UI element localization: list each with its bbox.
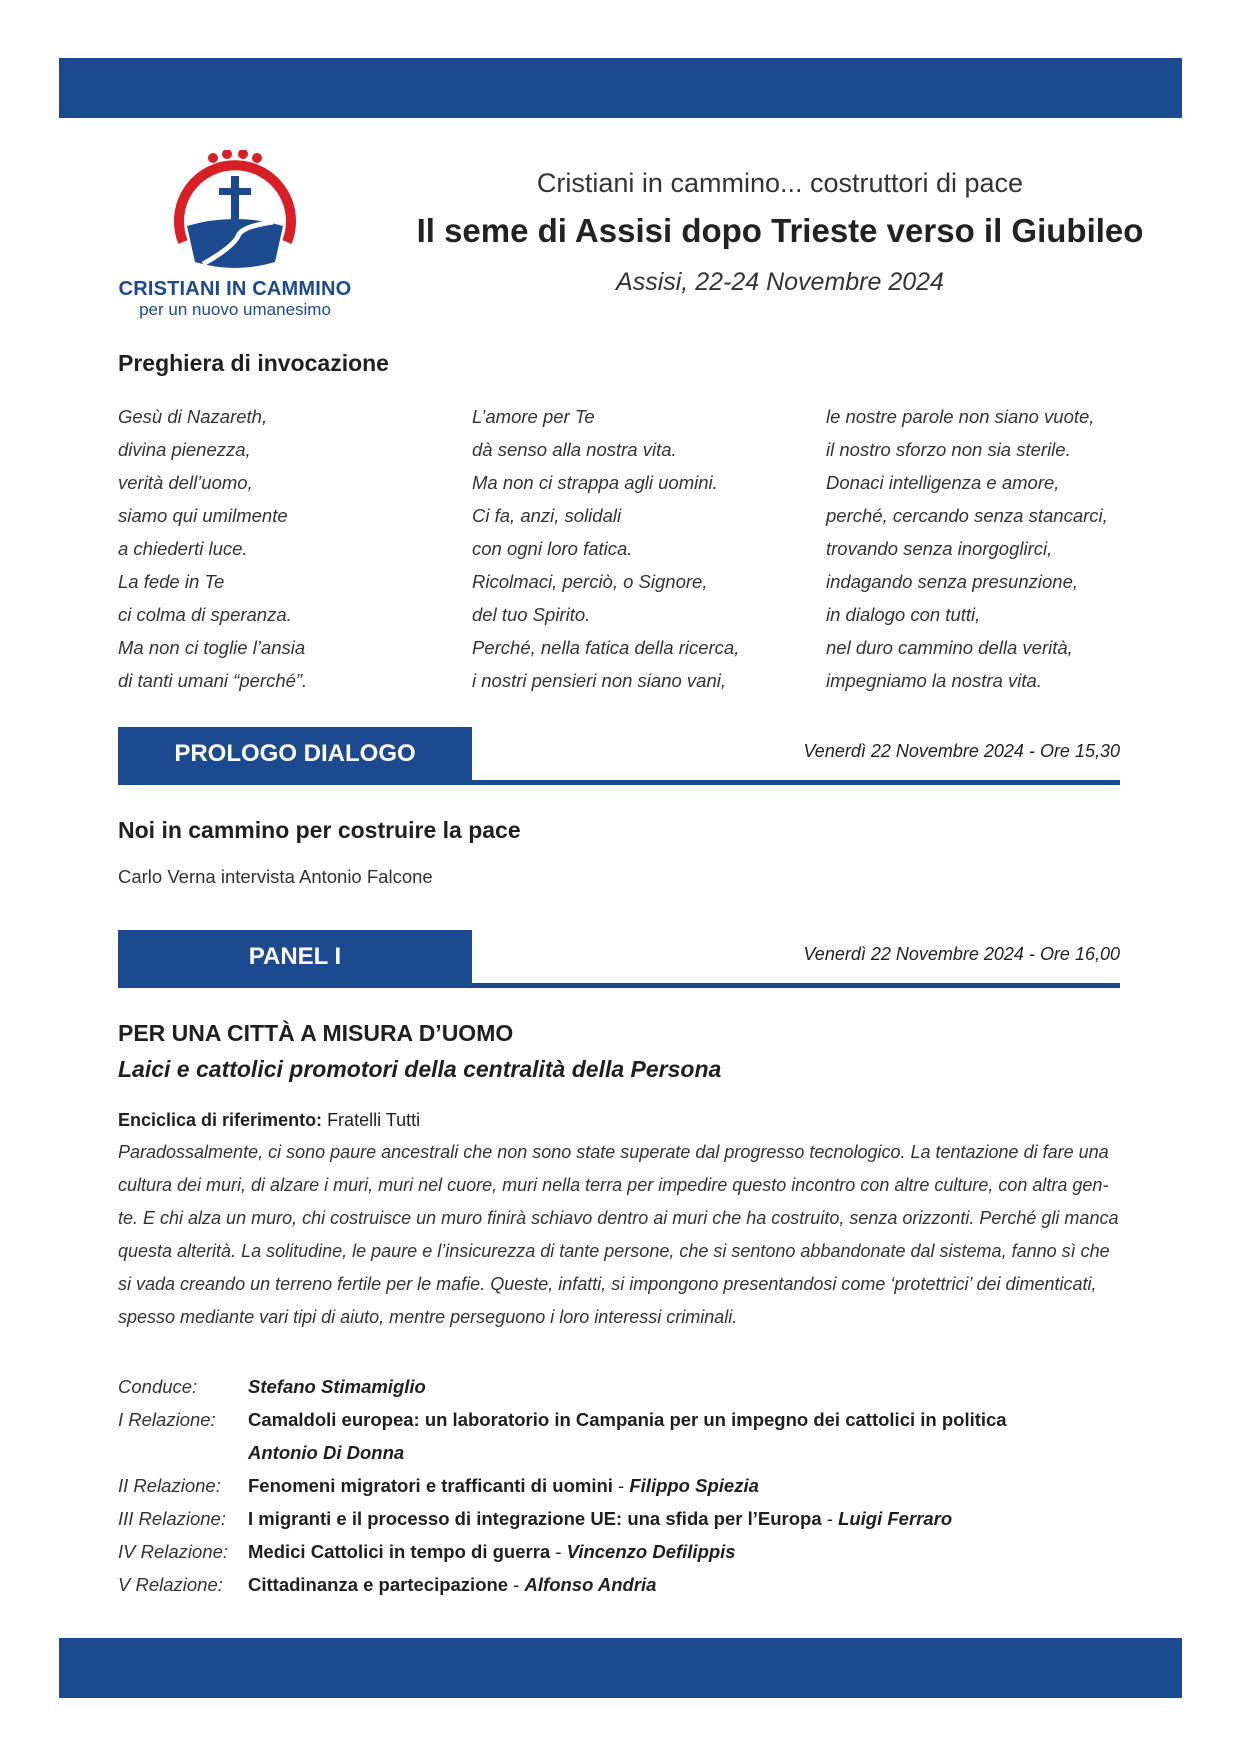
- paragraph-line: cultura dei muri, di alzare i muri, muri nel cuore, muri nella terra per impedire questo incontro con altre culture, con altra gen-: [118, 1175, 1109, 1195]
- encyclical-reference: [118, 1110, 420, 1131]
- prayer-line: L’amore per Te: [472, 406, 595, 427]
- prayer-title: Preghiera di invocazione: [118, 350, 389, 376]
- prayer-line: dà senso alla nostra vita.: [472, 439, 677, 460]
- prologo-title: Noi in cammino per costruire la pace: [118, 817, 521, 843]
- program-talk-title: Cittadinanza e partecipazione: [248, 1574, 509, 1595]
- prayer-line: nel duro cammino della verità,: [826, 637, 1073, 658]
- prayer-line: indagando senza presunzione,: [826, 571, 1078, 592]
- prayer-line: le nostre parole non siano vuote,: [826, 406, 1095, 427]
- program-speaker: Luigi Ferraro: [838, 1508, 953, 1529]
- program-separator: -: [550, 1541, 567, 1562]
- prayer-line: di tanti umani “perché”.: [118, 670, 308, 691]
- prayer-line: La fede in Te: [118, 571, 225, 592]
- encyclical-label: Enciclica di riferimento:: [118, 1110, 323, 1130]
- program-speaker: Antonio Di Donna: [248, 1442, 405, 1463]
- prayer-line: siamo qui umilmente: [118, 505, 288, 526]
- prayer-line: Ma non ci strappa agli uomini.: [472, 472, 718, 493]
- prayer-line: a chiederti luce.: [118, 538, 248, 559]
- program-role: I Relazione:: [118, 1409, 216, 1430]
- program-speaker: Alfonso Andria: [524, 1574, 657, 1595]
- section-rule: [118, 983, 1120, 988]
- program-talk-title: Fenomeni migratori e trafficanti di uomini: [248, 1475, 613, 1496]
- program-role: II Relazione:: [118, 1475, 221, 1496]
- panel-section-header: [118, 930, 1120, 988]
- prayer-line: i nostri pensieri non siano vani,: [472, 670, 727, 691]
- prayer-line: Ricolmaci, perciò, o Signore,: [472, 571, 708, 592]
- paragraph-line: si vada creando un terreno fertile per le mafie. Queste, infatti, si impongono presentandosi come ‘protettrici’ dei dimenticati,: [118, 1274, 1097, 1294]
- prayer-line: il nostro sforzo non sia sterile.: [826, 439, 1071, 460]
- prayer-line: Perché, nella fatica della ricerca,: [472, 637, 740, 658]
- section-rule: [118, 780, 1120, 785]
- program-role: III Relazione:: [118, 1508, 226, 1529]
- logo-emblem: [165, 150, 305, 280]
- prologo-subtitle: Carlo Verna intervista Antonio Falcone: [118, 866, 433, 887]
- panel-subtitle: Laici e cattolici promotori della centralità della Persona: [118, 1056, 722, 1082]
- program-speaker: Vincenzo Defilippis: [566, 1541, 736, 1562]
- prayer-column-1: [118, 400, 307, 697]
- prologo-label: PROLOGO DIALOGO: [118, 727, 472, 781]
- event-date: Assisi, 22-24 Novembre 2024: [616, 268, 944, 296]
- top-banner: [59, 58, 1182, 118]
- prayer-line: Ma non ci toglie l’ansia: [118, 637, 306, 658]
- program-speaker: Stefano Stimamiglio: [248, 1376, 426, 1397]
- prayer-line: del tuo Spirito.: [472, 604, 591, 625]
- program-speaker: Filippo Spiezia: [629, 1475, 759, 1496]
- paragraph-line: te. E chi alza un muro, chi costruisce un muro finirà schiavo dentro ai muri che ha costruito, senza orizzonti. Perché gli manca: [118, 1208, 1119, 1228]
- program-role: V Relazione:: [118, 1574, 223, 1595]
- logo-title: CRISTIANI IN CAMMINO: [118, 278, 352, 300]
- paragraph-line: spesso mediante vari tipi di aiuto, mentre perseguono i loro interessi criminali.: [118, 1307, 738, 1327]
- prayer-line: Ci fa, anzi, solidali: [472, 505, 622, 526]
- logo: [115, 150, 355, 320]
- prayer-line: verità dell’uomo,: [118, 472, 253, 493]
- prayer-line: divina pienezza,: [118, 439, 251, 460]
- encyclical-value: Fratelli Tutti: [322, 1110, 421, 1130]
- prologo-section-header: [118, 727, 1120, 785]
- program-role: IV Relazione:: [118, 1541, 229, 1562]
- program-talk-title: Camaldoli europea: un laboratorio in Campania per un impegno dei cattolici in politica: [248, 1409, 1007, 1430]
- event-title: Il seme di Assisi dopo Trieste verso il Giubileo: [416, 212, 1144, 249]
- prologo-date: Venerdì 22 Novembre 2024 - Ore 15,30: [803, 741, 1120, 761]
- panel-title: PER UNA CITTÀ A MISURA D’UOMO: [118, 1020, 514, 1046]
- program-separator: -: [821, 1508, 839, 1529]
- prayer-line: ci colma di speranza.: [118, 604, 292, 625]
- panel-label: PANEL I: [118, 930, 472, 984]
- program-separator: -: [612, 1475, 630, 1496]
- prayer-column-3: [826, 400, 1108, 697]
- program-role: Conduce:: [118, 1376, 198, 1397]
- program-talk-title: I migranti e il processo di integrazione UE: una sfida per l’Europa: [248, 1508, 822, 1529]
- bottom-banner: [59, 1638, 1182, 1698]
- paragraph-line: questa alterità. La solitudine, le paure e l’insicurezza di tante persone, che si sentono abbandonate dal sistema, fanno sì che: [118, 1241, 1110, 1261]
- event-kicker: Cristiani in cammino... costruttori di pace: [536, 168, 1024, 198]
- prayer-line: Donaci intelligenza e amore,: [826, 472, 1060, 493]
- prayer-line: Gesù di Nazareth,: [118, 406, 268, 427]
- paragraph-line: Paradossalmente, ci sono paure ancestrali che non sono state superate dal progresso tecnologico. La tentazione di fare una: [118, 1142, 1109, 1162]
- prayer-line: perché, cercando senza stancarci,: [826, 505, 1108, 526]
- prayer-line: impegniamo la nostra vita.: [826, 670, 1042, 691]
- prayer-column-2: [472, 400, 739, 697]
- panel-date: Venerdì 22 Novembre 2024 - Ore 16,00: [803, 944, 1120, 964]
- program-separator: -: [508, 1574, 525, 1595]
- prayer-line: trovando senza inorgoglirci,: [826, 538, 1053, 559]
- logo-subtitle: per un nuovo umanesimo: [139, 300, 331, 319]
- prayer-line: con ogni loro fatica.: [472, 538, 633, 559]
- panel-paragraph: [118, 1136, 1120, 1334]
- prayer-line: in dialogo con tutti,: [826, 604, 981, 625]
- program-talk-title: Medici Cattolici in tempo di guerra: [248, 1541, 551, 1562]
